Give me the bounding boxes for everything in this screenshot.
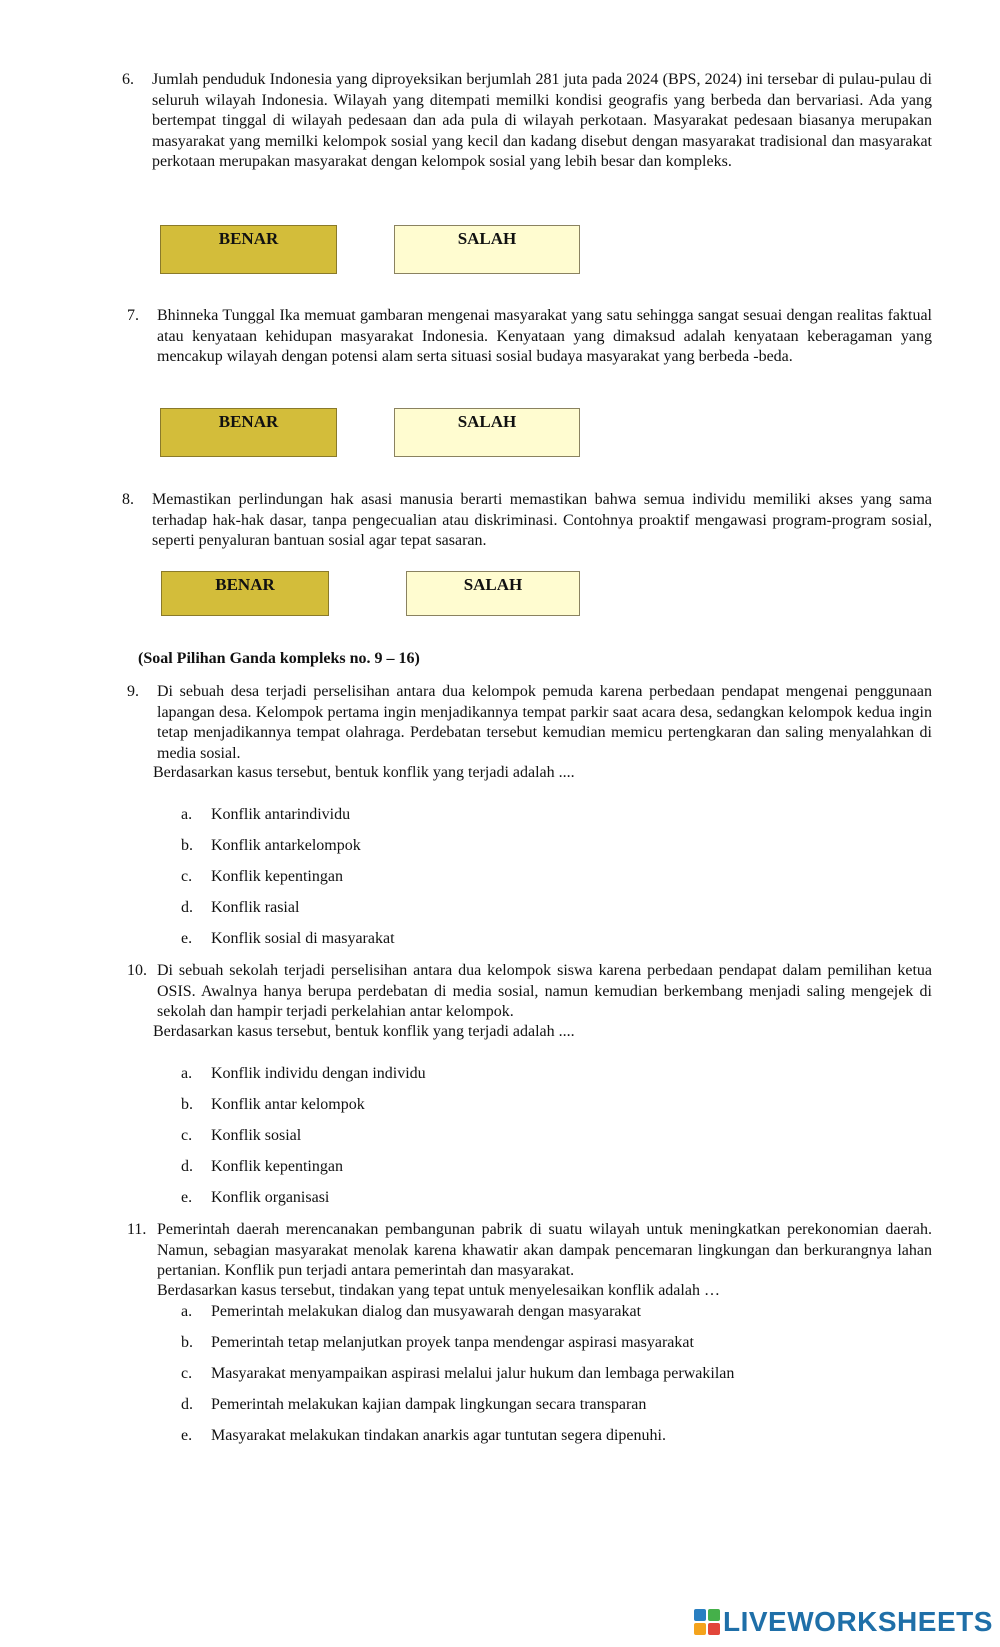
option-text: Konflik antarkelompok [211,837,361,854]
option-letter: d. [181,1396,193,1413]
option-letter: b. [181,1096,193,1113]
question-10 [127,961,932,1023]
option-letter: c. [181,1365,193,1382]
section-title: (Soal Pilihan Ganda kompleks no. 9 – 16) [138,650,420,667]
option-text: Konflik rasial [211,899,300,916]
option-text: Konflik kepentingan [211,1158,343,1175]
option-text: Masyarakat menyampaikan aspirasi melalui jalur hukum dan lembaga perwakilan [211,1365,735,1382]
question-9 [127,682,932,764]
question-text: Bhinneka Tunggal Ika memuat gambaran mengenai masyarakat yang satu sehingga sangat sesuai dengan realitas faktual atau kenyataan kehidupan masyarakat Indonesia. Kenyataan yang dimaksud adalah kenyataan keberagaman yang mencakup wilayah dengan potensi alam serta situasi sosial budaya masyarakat yang berbeda -beda. [157,307,932,366]
q8-salah-button[interactable]: SALAH [406,571,580,616]
question-text: Di sebuah desa terjadi perselisihan antara dua kelompok pemuda karena perbedaan pendapat mengenai penggunaan lapangan desa. Kelompok pertama ingin menjadikannya tempat parkir saat acara desa, sedangkan kelompok kedua ingin tetap menjadikannya tempat olahraga. Perdebatan tersebut kemudian memicu pertengkaran dan saling menyalahkan di media sosial. [157,683,932,762]
option-letter: a. [181,1065,193,1082]
q7-benar-button[interactable]: BENAR [160,408,337,457]
question-8 [122,490,932,552]
option-text: Konflik sosial di masyarakat [211,930,395,947]
option-text: Pemerintah melakukan kajian dampak lingkungan secara transparan [211,1396,647,1413]
question-number: 7. [127,307,139,324]
question-11 [127,1220,932,1282]
option-text: Pemerintah tetap melanjutkan proyek tanpa mendengar aspirasi masyarakat [211,1334,694,1351]
option-letter: e. [181,1427,193,1444]
option-letter: c. [181,1127,193,1144]
question-number: 10. [127,962,147,979]
option-letter: d. [181,1158,193,1175]
option-letter: d. [181,899,193,916]
option-letter: a. [181,806,193,823]
option-text: Konflik antarindividu [211,806,351,823]
option-text: Pemerintah melakukan dialog dan musyawarah dengan masyarakat [211,1303,642,1320]
option-letter: c. [181,868,193,885]
option-text: Konflik organisasi [211,1189,330,1206]
option-text: Konflik antar kelompok [211,1096,365,1113]
question-lead: Berdasarkan kasus tersebut, tindakan yang tepat untuk menyelesaikan konflik adalah … [157,1282,720,1299]
question-6 [122,70,932,173]
q6-benar-button[interactable]: BENAR [160,225,337,274]
question-text: Di sebuah sekolah terjadi perselisihan antara dua kelompok siswa karena perbedaan pendapat dalam pemilihan ketua OSIS. Awalnya hanya berupa perdebatan di media sosial, namun kemudian berkembang menjadi saling mengejek di sekolah dan hampir terjadi perkelahian antar kelompok. [157,962,932,1021]
liveworksheets-logo-text: LIVEWORKSHEETS [723,1606,993,1637]
option-letter: e. [181,1189,193,1206]
question-text: Memastikan perlindungan hak asasi manusia berarti memastikan bahwa semua individu memiliki akses yang sama terhadap hak-hak dasar, tanpa pengecualian atau diskriminasi. Contohnya proaktif mengawasi program-program sosial, seperti penyaluran bantuan sosial agar tepat sasaran. [152,491,932,550]
q6-salah-button[interactable]: SALAH [394,225,580,274]
option-text: Konflik sosial [211,1127,302,1144]
question-lead: Berdasarkan kasus tersebut, bentuk konflik yang terjadi adalah .... [153,1023,575,1040]
question-text: Pemerintah daerah merencanakan pembangunan pabrik di suatu wilayah untuk meningkatkan perekonomian daerah. Namun, sebagian masyarakat menolak karena khawatir akan dampak pencemaran lingkungan dan berkurangnya lahan pertanian. Konflik pun terjadi antara pemerintah dan masyarakat. [157,1221,932,1280]
question-lead: Berdasarkan kasus tersebut, bentuk konflik yang terjadi adalah .... [153,764,575,781]
question-7 [127,306,932,368]
option-text: Konflik individu dengan individu [211,1065,426,1082]
liveworksheets-logo-icon [694,1609,720,1635]
option-letter: b. [181,1334,193,1351]
question-text: Jumlah penduduk Indonesia yang diproyeksikan berjumlah 281 juta pada 2024 (BPS, 2024) ini tersebar di pulau-pulau di seluruh wilayah Indonesia. Wilayah yang ditempati memilki kondisi geografis yang berbeda dan bervariasi. Ada yang bertempat tinggal di wilayah pedesaan dan ada pula di wilayah perkotaan. Masyarakat pedesaan biasanya merupakan masyarakat yang memilki kelompok sosial yang kecil dan kadang disebut dengan masyarakat tradisional dan masyarakat perkotaan merupakan masyarakat dengan kelompok sosial yang lebih besar dan kompleks. [152,71,932,171]
option-letter: e. [181,930,193,947]
option-letter: b. [181,837,193,854]
q8-benar-button[interactable]: BENAR [161,571,329,616]
question-number: 9. [127,683,139,700]
option-text: Konflik kepentingan [211,868,343,885]
question-number: 8. [122,491,134,508]
q7-salah-button[interactable]: SALAH [394,408,580,457]
question-number: 11. [127,1221,147,1238]
option-letter: a. [181,1303,193,1320]
liveworksheets-logo [694,1605,993,1639]
question-number: 6. [122,71,134,88]
option-text: Masyarakat melakukan tindakan anarkis agar tuntutan segera dipenuhi. [211,1427,666,1444]
